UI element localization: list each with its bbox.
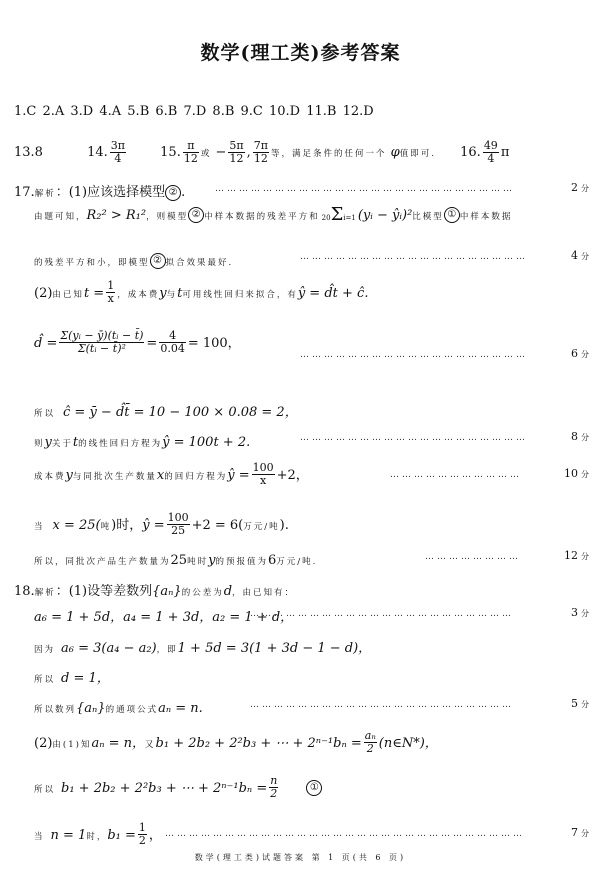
q17-l9-b: x = 25( — [52, 518, 101, 533]
q17-l4-i: ŷ = d̂t + ĉ. — [297, 286, 369, 301]
leader-dots: ………………………………………………… — [300, 252, 528, 262]
q15-phi: φ — [390, 145, 400, 160]
page-title: 数学(理工类)参考答案 — [200, 42, 401, 64]
score-q17-5: 10 分 — [564, 467, 589, 480]
q18-l5-c: 的通项公式 — [105, 705, 159, 715]
q17-l10-g: 万元/吨. — [276, 557, 318, 567]
q14-fraction: $\frac{3\pi}{4}$ — [110, 139, 126, 165]
score-q17-4: 8 分 — [571, 430, 589, 443]
q17-l6-a: 所以 — [34, 409, 56, 419]
q17-l8-g: +2， — [276, 468, 309, 483]
q17-line-5 — [34, 330, 241, 355]
leader-dots: ………………………………………………………… — [250, 609, 514, 619]
q15-label: 15. — [160, 145, 181, 160]
q16-pi: π — [500, 145, 510, 160]
q18-line-7 — [34, 775, 322, 800]
q17-l9-h: ). — [279, 518, 289, 533]
q18-line-3 — [34, 637, 371, 656]
q15-note-2: 值即可. — [399, 149, 436, 159]
q18-l1-e: ，由已知有： — [232, 588, 296, 598]
q17-l9-a: 当 — [34, 522, 45, 532]
q18-l8-a: 当 — [34, 832, 45, 842]
leader-dots: ……………………………………………………………………………… — [165, 829, 525, 839]
q18-line-1 — [14, 580, 295, 599]
q13-answer: 13.8 — [14, 145, 43, 160]
q18-l4-b: d = 1， — [61, 671, 110, 686]
q15-minus: − — [215, 145, 227, 160]
fraction-100-over-25: $\frac{100}{25}$ — [167, 511, 189, 537]
q18-line-2: a₆ = 1 + 5d，a₄ = 1 + 3d，a₂ = 1 + d， — [34, 610, 294, 625]
q18-l7-b: b₁ + 2b₂ + 2²b₃ + ⋯ + 2ⁿ⁻¹bₙ = — [61, 781, 268, 796]
q18-line-8 — [34, 822, 162, 847]
q17-l3-a: 的残差平方和小，即模型 — [34, 258, 150, 268]
q18-l7-a: 所以 — [34, 785, 56, 795]
q18-l1-c: 的公差为 — [181, 588, 224, 598]
q17-l2-f: 比模型 — [412, 212, 444, 222]
q18-l3-b: a₆ = 3(a₄ − a₂) — [61, 641, 157, 656]
choice-answers: 1.C 2.A 3.D 4.A 5.B 6.B 7.D 8.B 9.C 10.D 11.B 12.D — [14, 104, 374, 119]
q17-l10-f: 6 — [267, 553, 277, 568]
q17-l7-d: t — [72, 435, 79, 450]
q17-l2-d: 中样本数据的残差平方和 — [204, 212, 320, 222]
q18-l8-d: b₁ = — [107, 828, 136, 843]
q18-l1-b: {aₙ} — [152, 584, 182, 599]
q17-l8-c: 与同批次生产数量 — [72, 472, 157, 482]
q17-l9-d: )时， — [111, 518, 143, 533]
q18-l3-d: 1 + 5d = 3(1 + 3d − 1 − d)， — [177, 641, 372, 656]
q18-l5-d: aₙ = n. — [158, 701, 203, 716]
q17-line-8 — [34, 462, 309, 487]
q17-line-1 — [14, 181, 185, 201]
score-q17-2: 4 分 — [571, 249, 589, 262]
q17-l7-a: 则 — [34, 439, 45, 449]
q17-l10-d: y — [208, 553, 216, 568]
q18-l5-a: 所以数列 — [34, 705, 77, 715]
q15-or: 或 — [200, 149, 212, 159]
fill-in-answers: 13.8 14. $\frac{3\pi}{4}$ 15. $\frac{\pi}{12}$ 或 − $\frac{5\pi}{12}$ , $\frac{7\pi}{12}$ 等，满足条件的任何一个 φ值即可. 16. $\frac{49}{4}$ π — [14, 139, 510, 165]
q18-l6-c: aₙ = n， — [91, 736, 146, 751]
q17-l4-h: 可用线性回归来拟合，有 — [182, 290, 298, 300]
q17-l9-e: ŷ = — [142, 518, 165, 533]
q17-l10-e: 的预报值为 — [215, 557, 268, 567]
page-footer: 数学(理工类)试题答案 第 1 页(共 6 页) — [194, 853, 407, 862]
q18-line-6 — [34, 730, 438, 755]
score-q17-3: 6 分 — [571, 347, 589, 360]
q15-fraction-1: $\frac{\pi}{12}$ — [183, 139, 198, 165]
q18-number: 18. — [14, 584, 35, 599]
sum-symbol: 20Σi=1 — [321, 203, 356, 225]
q15-fraction-3: $\frac{7\pi}{12}$ — [253, 139, 269, 165]
q18-line-5 — [34, 697, 203, 716]
q18-l6-d: 又 — [145, 740, 156, 750]
q17-l7-f: ŷ = 100t + 2. — [162, 435, 251, 450]
fraction-1-over-2: $\frac{1}{2}$ — [138, 821, 146, 847]
d-hat-fraction: $\frac{\text{Σ(yᵢ − ȳ)(tᵢ − t̄)}}{\text{Σ(tᵢ − t̄)²}}$ — [60, 329, 144, 355]
fraction-4-over-0.04: $\frac{4}{0.04}$ — [160, 329, 185, 355]
q17-l4-e: y — [159, 286, 167, 301]
q17-l2-a: 由题可知， — [34, 212, 87, 222]
q17-l4-c: t = — [83, 286, 105, 301]
q17-l6-b: ĉ = ȳ − d̂t̄ = 10 − 100 × 0.08 = 2， — [63, 405, 298, 420]
score-q17-1: 2 分 — [571, 181, 589, 194]
q17-line-3 — [34, 250, 233, 269]
q17-l4-f: 与 — [166, 290, 178, 300]
q17-l5-c: = 100， — [187, 336, 241, 351]
q17-line-7 — [34, 431, 250, 450]
q17-line-6 — [34, 401, 298, 420]
q17-line-9 — [34, 512, 289, 537]
q17-analysis-label: 解析 — [34, 189, 56, 199]
q16-fraction: $\frac{49}{4}$ — [483, 139, 498, 165]
q17-l8-a: 成本费 — [34, 472, 66, 482]
q18-line-4 — [34, 667, 110, 686]
score-q18-3: 7 分 — [571, 826, 589, 839]
q17-l8-d: x — [156, 468, 165, 483]
q17-line-10 — [34, 549, 317, 568]
q17-l5-b: = — [146, 336, 158, 351]
q16-label: 16. — [460, 145, 481, 160]
q17-l8-f: ŷ = — [227, 468, 250, 483]
leader-dots: ………………………………………………… — [300, 433, 528, 443]
q17-l2-g: 中样本数据 — [459, 212, 513, 222]
q17-l7-b: y — [44, 435, 52, 450]
q18-l1-a: ：(1)设等差数列 — [55, 584, 153, 599]
fraction-n-over-2: $\frac{n}{2}$ — [270, 774, 278, 800]
score-q18-1: 3 分 — [571, 606, 589, 619]
q17-line-4 — [34, 280, 368, 305]
leader-dots: …………………………… — [390, 470, 522, 480]
model-1-marker: ① — [444, 207, 460, 223]
q17-l4-g: t — [177, 286, 183, 301]
leader-dots: ………………………………………………………… — [250, 700, 514, 710]
leader-dots: ………………………………………………………………… — [215, 184, 515, 194]
q17-l8-b: y — [65, 468, 73, 483]
score-q17-6: 12 分 — [564, 549, 589, 562]
q17-l10-b: 25 — [170, 553, 188, 568]
q18-analysis-label: 解析 — [34, 588, 56, 598]
equation-1-marker: ① — [306, 780, 322, 796]
q17-l2-b: R₂² > R₁² — [86, 208, 147, 223]
model-2-marker: ② — [188, 207, 204, 223]
leader-dots: …………………… — [425, 552, 521, 562]
q18-l6-b: 由(1)知 — [52, 740, 92, 750]
model-2-marker: ② — [165, 185, 181, 201]
q17-l1-text: ：(1)应该选择模型 — [55, 185, 166, 200]
q18-l3-c: ，即 — [156, 645, 178, 655]
q17-l2-c: ，则模型 — [146, 212, 189, 222]
fraction-1-over-x: $\frac{1}{x}$ — [107, 279, 115, 305]
q15-note: 等，满足条件的任何一个 — [271, 149, 387, 159]
q17-l5-a: d̂ = — [34, 336, 58, 351]
q17-l8-e: 的回归方程为 — [164, 472, 228, 482]
q17-l10-c: 吨时 — [187, 557, 209, 567]
score-q18-2: 5 分 — [571, 697, 589, 710]
q15-fraction-2: $\frac{5\pi}{12}$ — [229, 139, 244, 165]
q17-l9-c: 吨 — [100, 522, 112, 532]
q18-l8-e: ， — [148, 828, 162, 843]
q18-l6-e: b₁ + 2b₂ + 2²b₃ + ⋯ + 2ⁿ⁻¹bₙ = — [155, 736, 362, 751]
q18-l5-b: {aₙ} — [76, 701, 106, 716]
q18-l6-a: (2) — [34, 736, 53, 751]
q17-l4-d: ，成本费 — [117, 290, 160, 300]
q17-l7-c: 关于 — [51, 439, 73, 449]
q17-line-2 — [34, 204, 512, 224]
q17-l1-end: . — [181, 185, 186, 200]
q17-number: 17. — [14, 185, 35, 200]
q17-l4-a: (2) — [34, 286, 53, 301]
fraction-an-over-2: $\frac{\text{aₙ}}{2}$ — [364, 729, 376, 755]
leader-dots: ………………………………………………… — [300, 350, 528, 360]
q17-l10-a: 所以，同批次产品生产数量为 — [34, 557, 171, 567]
q17-l3-b: 拟合效果最好. — [165, 258, 234, 268]
q17-l9-f: +2 = 6( — [191, 518, 244, 533]
q17-l9-g: 万元/吨 — [243, 522, 280, 532]
q18-l8-c: 时， — [86, 832, 108, 842]
q18-l3-a: 因为 — [34, 645, 56, 655]
q14-label: 14. — [87, 145, 108, 160]
q17-l2-e: (yᵢ − ŷᵢ)² — [357, 208, 413, 223]
q18-l4-a: 所以 — [34, 675, 56, 685]
fraction-100-over-x: $\frac{100}{x}$ — [252, 461, 274, 487]
q18-l1-d: d — [223, 584, 233, 599]
q18-l6-f: (n∈N*)， — [378, 736, 438, 751]
q18-l8-b: n = 1 — [50, 828, 87, 843]
model-2-marker: ② — [150, 253, 166, 269]
q17-l7-e: 的线性回归方程为 — [78, 439, 163, 449]
q17-l4-b: 由已知 — [52, 290, 84, 300]
